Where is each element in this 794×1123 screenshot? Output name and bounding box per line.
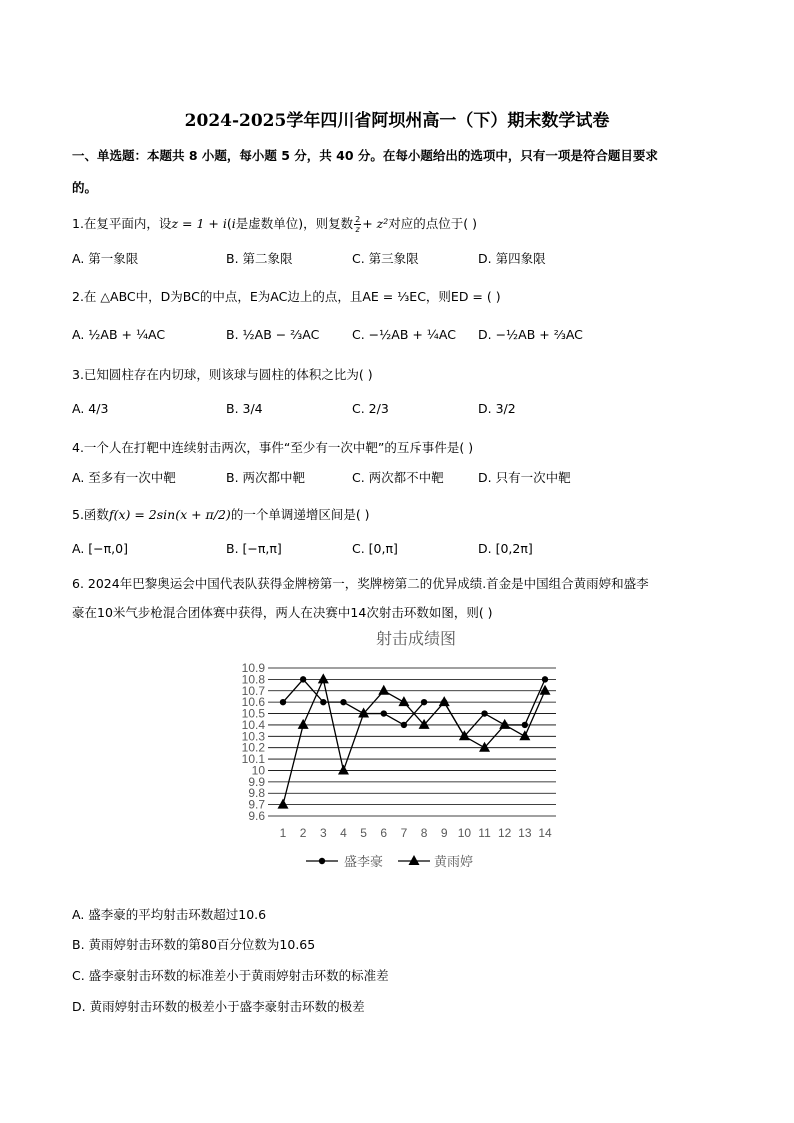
point-2 [499,719,510,729]
x-tick-label: 5 [360,826,367,840]
q6-option-a: A. 盛李豪的平均射击环数超过10.6 [72,907,267,922]
y-tick-label: 10.5 [241,706,265,721]
legend-marker-1 [319,858,325,864]
x-tick-label: 10 [457,826,472,840]
q5-option-a: A. [−π,0] [72,541,128,556]
q4-option-d: D. 只有一次中靶 [478,470,571,485]
question-2-stem: 2.在 △ABC中，D为BC的中点，E为AC边上的点，且AE = ⅓EC，则ED = ( ) [72,289,501,304]
x-tick-label: 12 [498,826,512,840]
q2-option-c: C. −½AB + ¼AC [352,327,456,342]
q6-option-d: D. 黄雨婷射击环数的极差小于盛李豪射击环数的极差 [72,999,365,1014]
question-4-stem: 4.一个人在打靶中连续射击两次，事件“至少有一次中靶”的互斥事件是( ) [72,440,474,455]
q5-option-b: B. [−π,π] [226,541,282,556]
section-instructions-line1: 一、单选题：本题共 8 小题，每小题 5 分，共 40 分。在每小题给出的选项中，只有一项是符合题目要求 [72,148,658,163]
q6-option-b: B. 黄雨婷射击环数的第80百分位数为10.65 [72,937,316,952]
section-instructions-line2: 的。 [72,180,98,195]
q2-option-d: D. −½AB + ⅔AC [478,327,583,342]
y-tick-label: 9.9 [248,774,265,789]
point-1 [280,699,286,705]
point-1 [340,699,346,705]
x-tick-label: 4 [340,826,347,840]
page-title: 2024-2025学年四川省阿坝州高一（下）期末数学试卷 [184,111,610,131]
y-tick-label: 10.2 [241,740,265,755]
point-1 [401,722,407,728]
question-5-stem: 5.函数f(x) = 2sin(x + π/2)的一个单调递增区间是( ) [72,507,370,522]
y-tick-label: 10.4 [241,717,265,732]
q1-option-a: A. 第一象限 [72,251,139,266]
point-2 [278,799,289,809]
q6-option-c: C. 盛李豪射击环数的标准差小于黄雨婷射击环数的标准差 [72,968,389,983]
point-1 [542,676,548,682]
y-tick-label: 10.1 [241,752,265,767]
x-tick-label: 14 [538,826,552,840]
x-tick-label: 8 [420,826,428,840]
x-tick-label: 13 [518,826,532,840]
point-2 [298,719,309,729]
q1-option-b: B. 第二象限 [226,251,293,266]
q5-option-d: D. [0,2π] [478,541,533,556]
point-1 [522,722,528,728]
q1-option-d: D. 第四象限 [478,251,546,266]
point-2 [439,696,450,706]
q3-option-c: C. 2/3 [352,401,389,416]
q2-option-a: A. ½AB + ¼AC [72,327,166,342]
legend-label-1: 盛李豪 [344,854,384,869]
q3-option-a: A. 4/3 [72,401,109,416]
point-1 [381,710,387,716]
point-2 [378,685,389,695]
point-2 [338,764,349,774]
q4-option-b: B. 两次都中靶 [226,470,306,485]
point-1 [300,676,306,682]
legend-marker-2 [409,855,420,865]
y-tick-label: 10.9 [241,661,265,675]
x-tick-label: 7 [400,826,408,840]
y-tick-label: 10 [251,763,265,778]
x-tick-label: 11 [478,826,491,840]
y-tick-label: 10.8 [241,672,265,687]
question-6-stem-line1: 6. 2024年巴黎奥运会中国代表队获得金牌榜第一，奖牌榜第二的优异成绩.首金是中国组合黄雨婷和盛李 [72,576,649,591]
y-tick-label: 10.7 [241,683,265,698]
question-6-stem-line2: 豪在10米气步枪混合团体赛中获得，两人在决赛中14次射击环数如图，则( ) [72,605,493,620]
x-tick-label: 2 [299,826,307,840]
question-1-stem: 1.在复平面内，设z = 1 + i(i是虚数单位)，则复数 $\frac{2}{z}$ + z²对应的点位于( ) [72,215,477,234]
shooting-score-chart [220,620,580,882]
series-line-2 [283,679,545,804]
point-1 [320,699,326,705]
point-1 [481,710,487,716]
q3-option-d: D. 3/2 [478,401,516,416]
x-tick-label: 6 [380,826,388,840]
question-3-stem: 3.已知圆柱存在内切球，则该球与圆柱的体积之比为( ) [72,367,373,382]
chart-title: 射击成绩图 [375,631,457,648]
legend-label-2: 黄雨婷 [434,854,474,869]
x-tick-label: 1 [279,826,287,840]
y-tick-label: 9.8 [248,786,265,801]
y-tick-label: 10.3 [241,729,265,744]
point-1 [421,699,427,705]
point-2 [519,730,530,740]
x-tick-label: 3 [319,826,327,840]
point-2 [398,696,409,706]
y-tick-label: 9.6 [248,809,265,823]
point-2 [318,673,329,683]
y-tick-label: 10.6 [241,695,265,710]
x-tick-label: 9 [440,826,448,840]
q4-option-a: A. 至多有一次中靶 [72,470,176,485]
y-tick-label: 9.7 [248,797,265,812]
q2-option-b: B. ½AB − ⅔AC [226,327,320,342]
q1-option-c: C. 第三象限 [352,251,419,266]
q5-option-c: C. [0,π] [352,541,398,556]
q3-option-b: B. 3/4 [226,401,263,416]
point-2 [540,685,551,695]
q4-option-c: C. 两次都不中靶 [352,470,444,485]
